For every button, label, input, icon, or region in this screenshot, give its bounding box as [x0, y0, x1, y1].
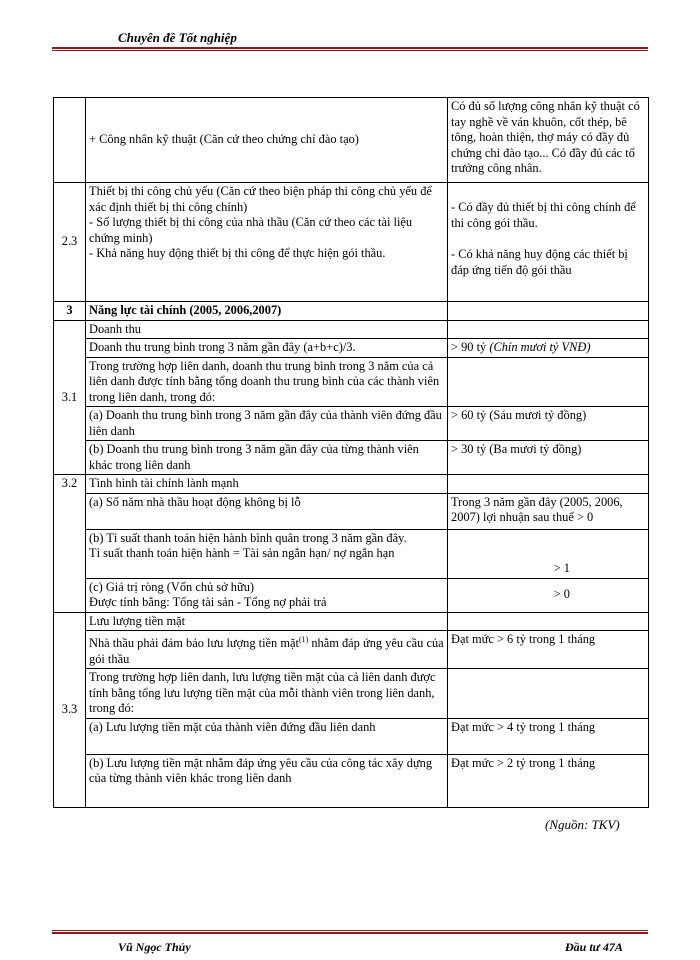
requirements-table: [53, 97, 649, 808]
table-row: [54, 407, 649, 441]
criteria-cell: (b) Doanh thu trung bình trong 3 năm gần đây của từng thành viên khác trong liên danh: [86, 441, 448, 475]
footer-rule: [52, 932, 648, 934]
table-row: [54, 493, 649, 529]
requirement-note: (Chín mươi tỷ VNĐ): [489, 340, 591, 354]
criteria-text: Tỉ suất thanh toán hiện hành = Tài sản ngắn hạn/ nợ ngắn hạn: [89, 546, 395, 560]
criteria-text: - Số lượng thiết bị thi công của nhà thầu (Căn cứ theo các tài liệu chứng minh): [89, 215, 413, 245]
criteria-text: Được tính bằng: Tổng tài sản - Tổng nợ phải trả: [89, 595, 327, 609]
row-number: [54, 98, 86, 183]
criteria-cell: (a) Số năm nhà thầu hoạt động không bị lỗ: [86, 493, 448, 529]
table-row: [54, 475, 649, 494]
footnote-marker: (1): [298, 635, 309, 644]
requirement-cell: Có đủ số lượng công nhân kỹ thuật có tay nghề về ván khuôn, cốt thép, bê tông, hoàn thiện, thợ máy có đầy đủ chứng chỉ đào tạo... Có đầy đủ các tổ trưởng công nhân.: [448, 98, 649, 183]
requirement-text: - Có đầy đủ thiết bị thi công chính để thi công gói thầu.: [451, 200, 636, 230]
criteria-text: Nhà thầu phải đảm bảo lưu lượng tiền mặt: [89, 636, 299, 651]
criteria-cell: Trong trường hợp liên danh, doanh thu trung bình trong 3 năm của cả liên danh được tính bằng tổng doanh thu trung bình của các thành viên trong liên danh, trong đó:: [86, 357, 448, 407]
criteria-cell: Lưu lượng tiền mặt: [86, 612, 448, 631]
requirement-cell: [448, 302, 649, 321]
requirement-cell: Trong 3 năm gần đây (2005, 2006, 2007) lợi nhuận sau thuế > 0: [448, 493, 649, 529]
table-row: [54, 183, 649, 302]
requirement-cell: [448, 357, 649, 407]
criteria-text: Thiết bị thi công chủ yếu (Căn cứ theo biện pháp thi công chủ yếu để xác định thiết bị thi công chính): [89, 184, 432, 214]
requirement-text: > 0: [553, 586, 570, 601]
requirement-cell: [448, 529, 649, 578]
table-row: [54, 441, 649, 475]
table-row: [54, 529, 649, 578]
criteria-cell: [86, 578, 448, 612]
requirement-cell: [448, 320, 649, 339]
requirement-cell: [448, 475, 649, 494]
table-row: [54, 718, 649, 754]
criteria-cell: Doanh thu: [86, 320, 448, 339]
row-number: 3: [54, 302, 86, 321]
footer-class: Đầu tư 47A: [565, 940, 623, 954]
criteria-text: (b) Tỉ suất thanh toán hiện hành bình quân trong 3 năm gần đây.: [89, 530, 407, 545]
criteria-text: (c) Giá trị ròng (Vốn chủ sở hữu): [89, 579, 255, 594]
criteria-cell: [86, 529, 448, 578]
table-row: [54, 98, 649, 183]
row-number: 3.3: [54, 612, 86, 807]
table-row: [54, 669, 649, 719]
requirement-cell: Đạt mức > 2 tỷ trong 1 tháng: [448, 754, 649, 807]
table-row: [54, 302, 649, 321]
source-note: (Nguồn: TKV): [545, 817, 620, 832]
table-row: [54, 339, 649, 358]
header-rule-thin: [52, 50, 648, 51]
requirement-cell: [448, 669, 649, 719]
requirement-text: > 1: [553, 560, 570, 575]
page-header-title: Chuyên đề Tốt nghiệp: [118, 30, 237, 45]
criteria-cell: (a) Doanh thu trung bình trong 3 năm gần đây của thành viên đứng đầu liên danh: [86, 407, 448, 441]
table-row: [54, 578, 649, 612]
criteria-cell: Tình hình tài chính lành mạnh: [86, 475, 448, 494]
section-title: Năng lực tài chính (2005, 2006,2007): [86, 302, 448, 321]
requirement-cell: > 30 tỷ (Ba mươi tỷ đồng): [448, 441, 649, 475]
row-number: 3.2: [54, 475, 86, 613]
criteria-cell: [86, 631, 448, 669]
requirement-cell: > 60 tỷ (Sáu mươi tỷ đồng): [448, 407, 649, 441]
row-number: 3.1: [54, 320, 86, 475]
criteria-cell: [86, 183, 448, 302]
criteria-cell: Trong trường hợp liên danh, lưu lượng tiền mặt của cả liên danh được tính bằng tổng lưu lượng tiền mặt của mỗi thành viên trong liên danh, trong đó:: [86, 669, 448, 719]
requirement-cell: [448, 339, 649, 358]
table-row: [54, 612, 649, 631]
requirement-cell: [448, 578, 649, 612]
requirement-cell: Đạt mức > 6 tỷ trong 1 tháng: [448, 631, 649, 669]
table-row: [54, 754, 649, 807]
criteria-cell: + Công nhân kỹ thuật (Căn cứ theo chứng chỉ đào tạo): [86, 98, 448, 183]
footer-author: Vũ Ngọc Thủy: [118, 940, 191, 954]
table-row: [54, 320, 649, 339]
requirement-cell: Đạt mức > 4 tỷ trong 1 tháng: [448, 718, 649, 754]
table-row: [54, 357, 649, 407]
requirement-cell: [448, 612, 649, 631]
requirement-cell: [448, 183, 649, 302]
table-row: [54, 631, 649, 669]
requirement-text: - Có khả năng huy động các thiết bị đáp ứng tiến độ gói thầu: [451, 247, 628, 277]
header-rule: [52, 47, 648, 49]
criteria-cell: (b) Lưu lượng tiền mặt nhằm đáp ứng yêu cầu của công tác xây dựng của từng thành viên khác trong liên danh: [86, 754, 448, 807]
requirement-text: > 90 tỷ: [451, 340, 490, 354]
criteria-cell: (a) Lưu lượng tiền mặt của thành viên đứng đầu liên danh: [86, 718, 448, 754]
footer-rule-thin: [52, 930, 648, 931]
criteria-cell: Doanh thu trung bình trong 3 năm gần đây (a+b+c)/3.: [86, 339, 448, 358]
row-number: 2.3: [54, 183, 86, 302]
criteria-text: - Khả năng huy động thiết bị thi công để thực hiện gói thầu.: [89, 246, 386, 260]
criteria-text: nhằm đáp ứng yêu cầu của gói thầu: [89, 636, 444, 666]
